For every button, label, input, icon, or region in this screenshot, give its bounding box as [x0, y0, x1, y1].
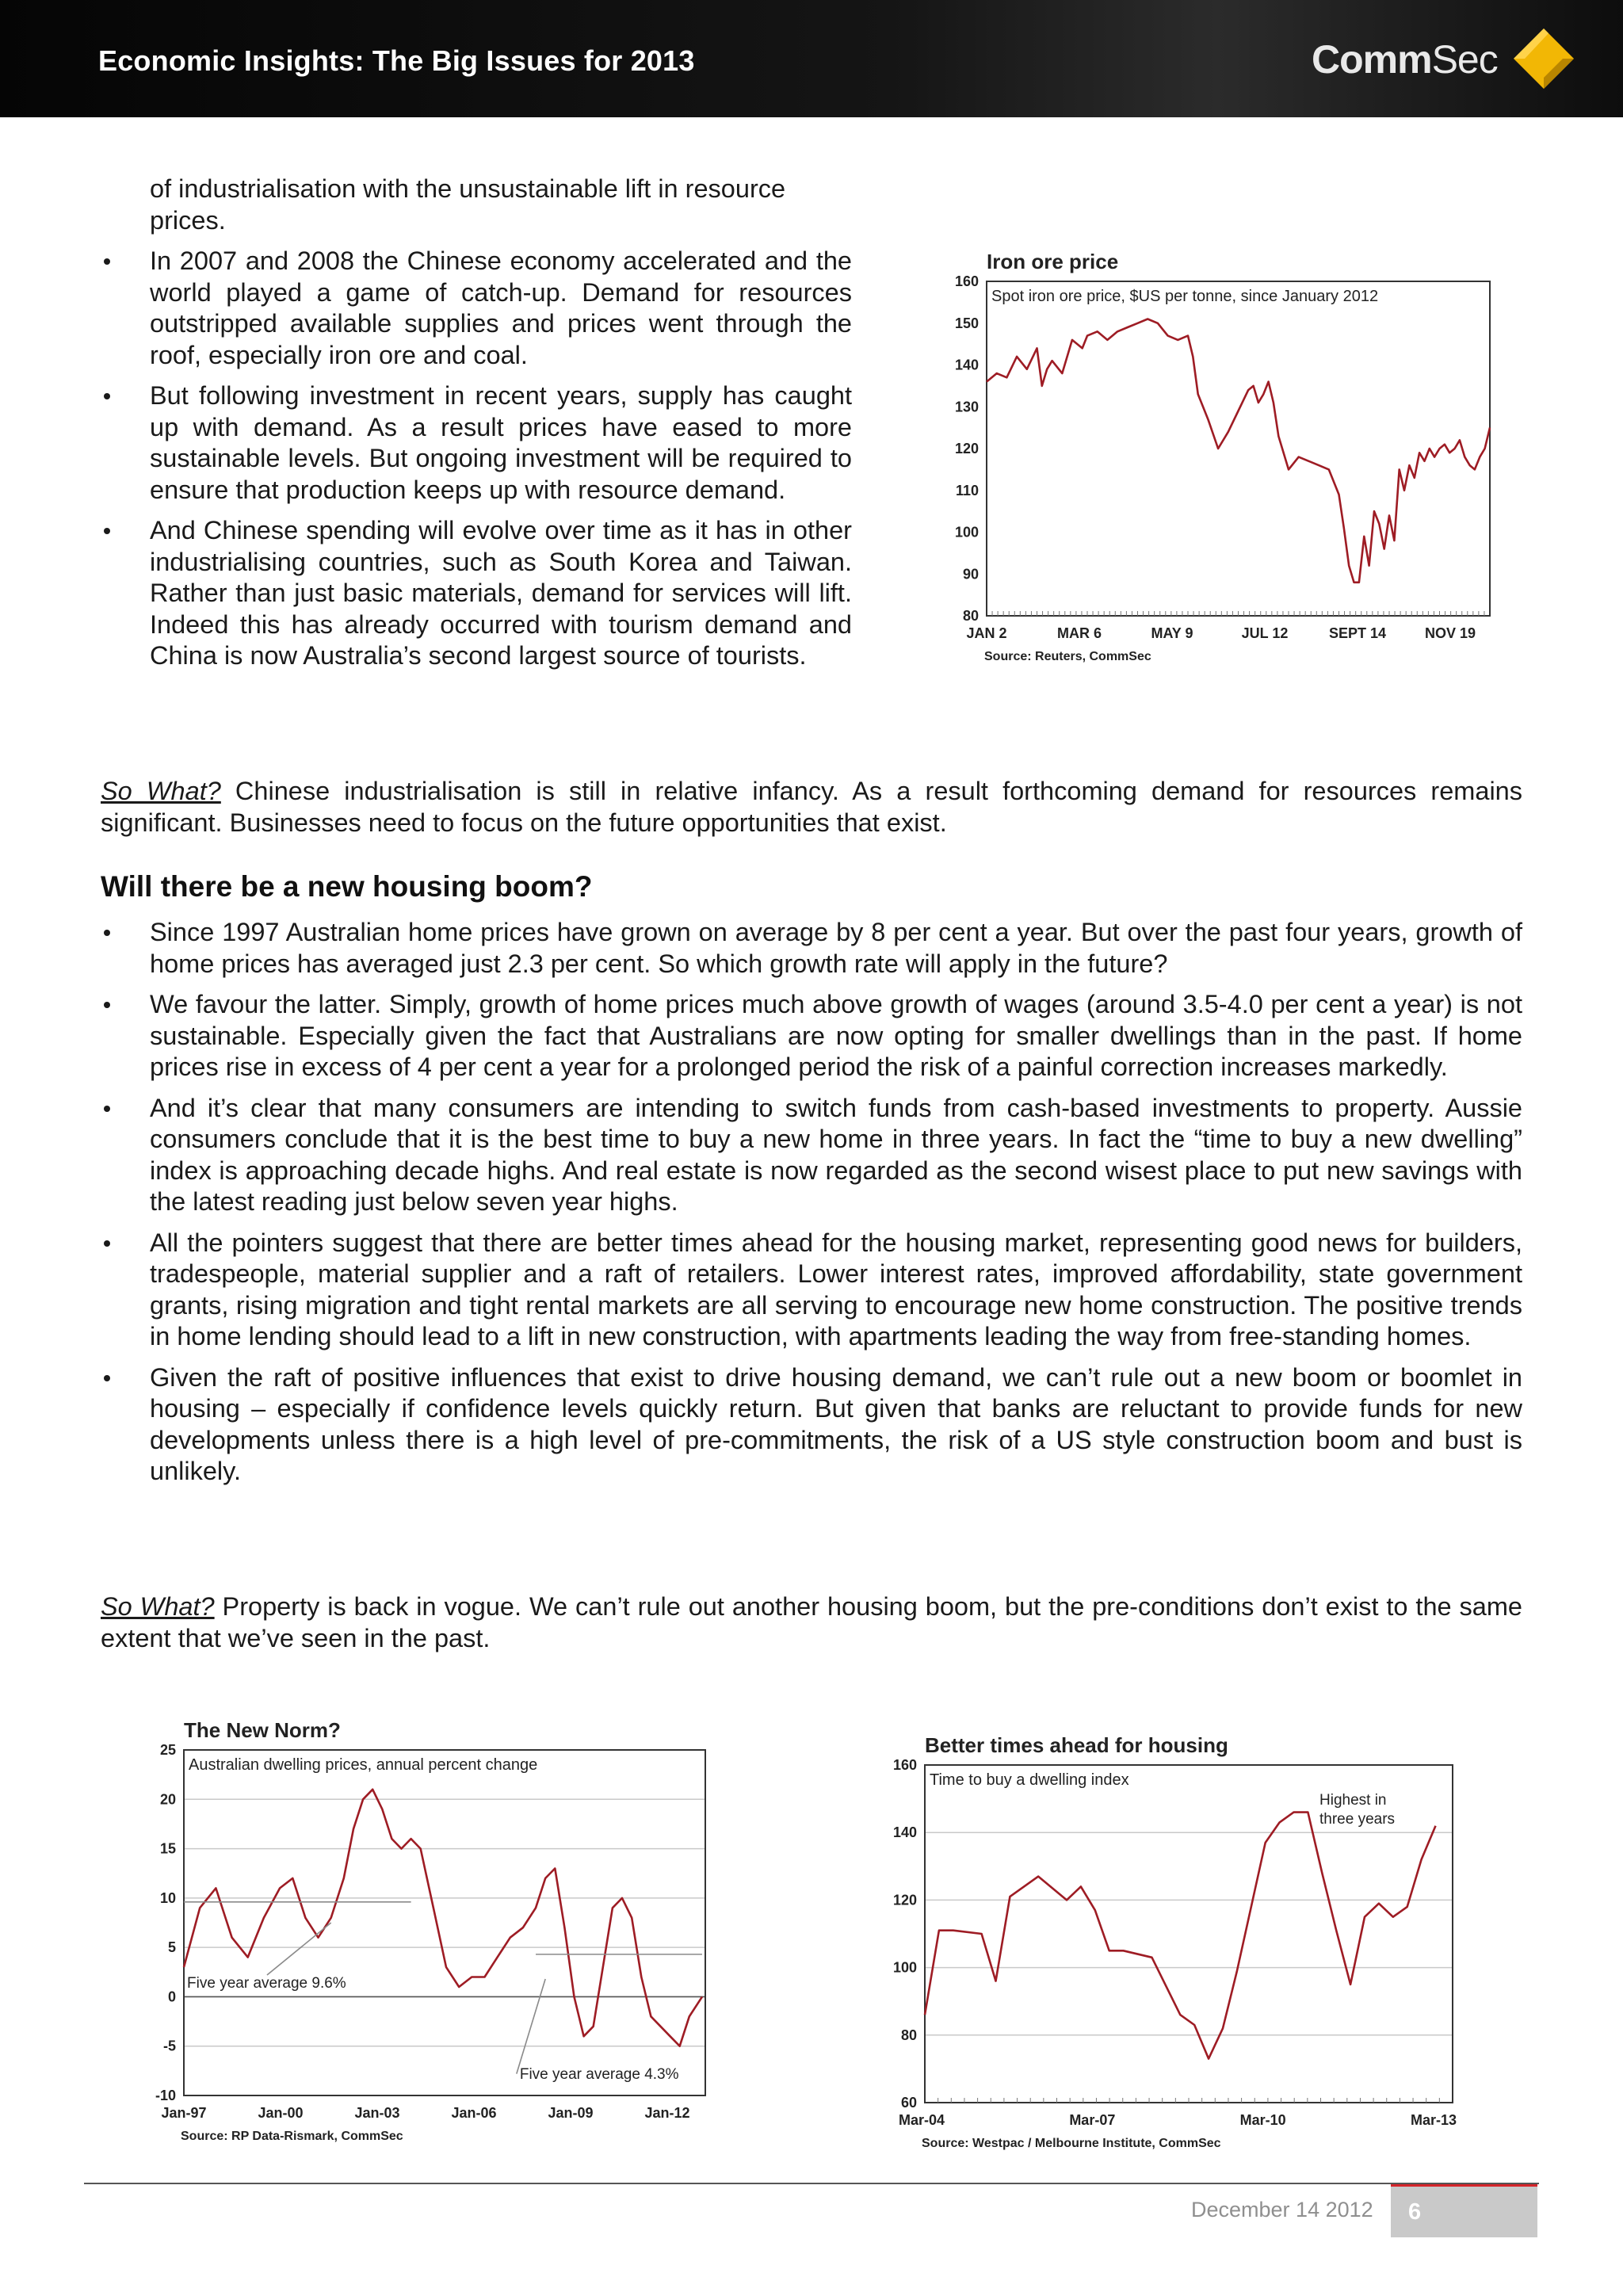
logo-text-bold: Comm	[1312, 37, 1432, 82]
x-tick-label: Jan-12	[644, 2105, 690, 2121]
list-item: In 2007 and 2008 the Chinese economy accelerated and the world played a game of catch-up. Demand for resources outstripped available supplies and prices went through the roof, especially iron ore and coal.	[101, 246, 852, 371]
y-tick-label: 130	[954, 399, 979, 415]
plot-frame	[987, 281, 1490, 616]
iron-ore-chart	[935, 242, 1522, 678]
so-what-text: Chinese industrialisation is still in relative infancy. As a result forthcoming demand for resources remains significant. Businesses need to focus on the future opportunities that exist.	[101, 777, 1523, 837]
y-tick-label: 160	[954, 273, 979, 289]
annotation-line-2: three years	[1319, 1811, 1396, 1828]
y-tick-label: -10	[155, 2088, 176, 2103]
x-tick-label: Jan-97	[161, 2105, 207, 2121]
report-title: Economic Insights: The Big Issues for 2013	[98, 44, 695, 77]
chart-title: Iron ore price	[987, 250, 1119, 273]
average-annotation-4-3: Five year average 4.3%	[519, 2065, 679, 2083]
y-tick-label: 60	[900, 2095, 917, 2111]
x-tick-label: Mar-07	[1069, 2112, 1116, 2128]
footer-divider	[84, 2183, 1539, 2184]
y-tick-label: 100	[892, 1959, 917, 1976]
x-tick-label: MAR 6	[1056, 625, 1102, 641]
chart-title: Better times ahead for housing	[925, 1733, 1228, 1757]
y-tick-label: 10	[159, 1889, 176, 1906]
better-times-chart-svg	[884, 1724, 1486, 2168]
x-tick-label: Mar-10	[1239, 2112, 1286, 2128]
data-series-line	[987, 319, 1490, 583]
data-series-line	[925, 1813, 1436, 2059]
intro-bullet-list	[101, 246, 852, 682]
y-tick-label: 110	[955, 482, 979, 499]
so-what-label: So What?	[101, 777, 221, 805]
y-tick-label: 160	[892, 1757, 917, 1773]
chart-title: The New Norm?	[184, 1718, 341, 1742]
housing-bullet-list	[101, 917, 1522, 1497]
x-tick-label: JAN 2	[966, 625, 1007, 641]
list-item: All the pointers suggest that there are better times ahead for the housing market, representing good news for builders, tradespeople, material supplier and a raft of retailers. Lower interest rates, improved affordability, state government grants, rising migration and tight rental markets are all serving to encourage new home construction. The positive trends in home lending should lead to a lift in new construction, with apartments leading the way from free-standing homes.	[101, 1228, 1522, 1353]
annotation-leader	[517, 1979, 545, 2074]
section-heading: Will there be a new housing boom?	[101, 870, 593, 903]
x-tick-label: Mar-13	[1410, 2112, 1457, 2128]
x-tick-label: Jan-03	[354, 2105, 400, 2121]
commsec-logo	[1312, 36, 1498, 82]
y-tick-label: 120	[892, 1892, 917, 1908]
so-what-label: So What?	[101, 1592, 215, 1621]
y-tick-label: 140	[892, 1824, 917, 1841]
list-item: We favour the latter. Simply, growth of home prices much above growth of wages (around 3.5-4.0 per cent a year) is not sustainable. Especially given the fact that Australians are now opting for smaller dwellings than in the past. If home prices rise in excess of 4 per cent a year for a prolonged period the risk of a painful correction increases markedly.	[101, 989, 1522, 1083]
logo-text-light: Sec	[1431, 37, 1498, 82]
y-tick-label: 100	[954, 524, 979, 541]
chart-source: Source: Reuters, CommSec	[984, 650, 1151, 663]
list-item: And it’s clear that many consumers are intending to switch funds from cash-based investments to property. Aussie consumers conclude that it is the best time to buy a new home in three years. In fact the “time to buy a new dwelling” index is approaching decade highs. And real estate is now regarded as the second wisest place to put new savings with the latest reading just below seven year highs.	[101, 1093, 1522, 1218]
x-tick-label: SEPT 14	[1328, 625, 1387, 641]
chart-subtitle: Australian dwelling prices, annual percent change	[189, 1756, 538, 1774]
iron-ore-chart-svg	[935, 242, 1522, 674]
list-item: Given the raft of positive influences that exist to drive housing demand, we can’t rule out a new boom or boomlet in housing – especially if confidence levels quickly return. But given that banks are reluctant to provide funds for new developments unless there is a high level of pre-commitments, the risk of a US style construction boom and bust is unlikely.	[101, 1362, 1522, 1488]
x-tick-label: Jan-00	[258, 2105, 304, 2121]
chart-subtitle: Time to buy a dwelling index	[930, 1771, 1129, 1789]
list-item: And Chinese spending will evolve over time as it has in other industrialising countries, such as South Korea and Taiwan. Rather than just basic materials, demand for services will lift. Indeed this has already occurred with tourism demand and China is now Australia’s second largest source of tourists.	[101, 515, 852, 672]
page-header	[0, 0, 1623, 117]
y-tick-label: 0	[167, 1988, 176, 2005]
y-tick-label: 15	[159, 1840, 176, 1857]
new-norm-chart-svg	[151, 1712, 737, 2148]
y-tick-label: 5	[167, 1939, 176, 1956]
list-item: Since 1997 Australian home prices have grown on average by 8 per cent a year. But over the past four years, growth of home prices has averaged just 2.3 per cent. So which growth rate will apply in the future?	[101, 917, 1522, 980]
annotation-leader	[267, 1923, 331, 1975]
y-tick-label: 90	[962, 566, 979, 583]
page-number-box	[1391, 2184, 1537, 2237]
chart-source: Source: Westpac / Melbourne Institute, CommSec	[922, 2137, 1221, 2150]
so-what-paragraph-1	[101, 776, 1522, 839]
y-tick-label: 20	[159, 1791, 176, 1808]
data-series-line	[184, 1790, 702, 2046]
y-tick-label: 140	[954, 357, 979, 373]
y-tick-label: 25	[159, 1742, 176, 1758]
new-norm-chart	[151, 1712, 737, 2152]
y-tick-label: -5	[162, 2038, 176, 2054]
average-annotation-9-6: Five year average 9.6%	[187, 1975, 346, 1992]
better-times-chart	[884, 1724, 1486, 2172]
list-item: But following investment in recent years, supply has caught up with demand. As a result prices have eased to more sustainable levels. But ongoing investment will be required to ensure that production keeps up with resource demand.	[101, 380, 852, 506]
diamond-logo-icon	[1512, 27, 1575, 90]
so-what-paragraph-2	[101, 1591, 1522, 1654]
so-what-text: Property is back in vogue. We can’t rule out another housing boom, but the pre-conditions don’t exist to the same extent that we’ve seen in the past.	[101, 1592, 1522, 1652]
y-tick-label: 120	[954, 441, 979, 457]
x-tick-label: NOV 19	[1424, 625, 1476, 641]
x-tick-label: Jan-09	[548, 2105, 594, 2121]
y-tick-label: 150	[954, 315, 979, 331]
annotation-line-1: Highest in	[1319, 1792, 1387, 1809]
footer-date: December 14 2012	[1191, 2198, 1373, 2222]
y-tick-label: 80	[962, 608, 979, 624]
x-tick-label: Jan-06	[451, 2105, 497, 2121]
intro-continuation-line-2: prices.	[150, 206, 226, 235]
x-tick-label: Mar-04	[898, 2112, 945, 2128]
intro-continuation-line-1: of industrialisation with the unsustainable lift in resource	[150, 174, 786, 203]
y-tick-label: 80	[900, 2027, 917, 2043]
chart-source: Source: RP Data-Rismark, CommSec	[181, 2130, 403, 2143]
page-number: 6	[1408, 2199, 1422, 2225]
x-tick-label: JUL 12	[1241, 625, 1289, 641]
x-tick-label: MAY 9	[1151, 625, 1193, 641]
chart-subtitle: Spot iron ore price, $US per tonne, since January 2012	[991, 288, 1379, 305]
